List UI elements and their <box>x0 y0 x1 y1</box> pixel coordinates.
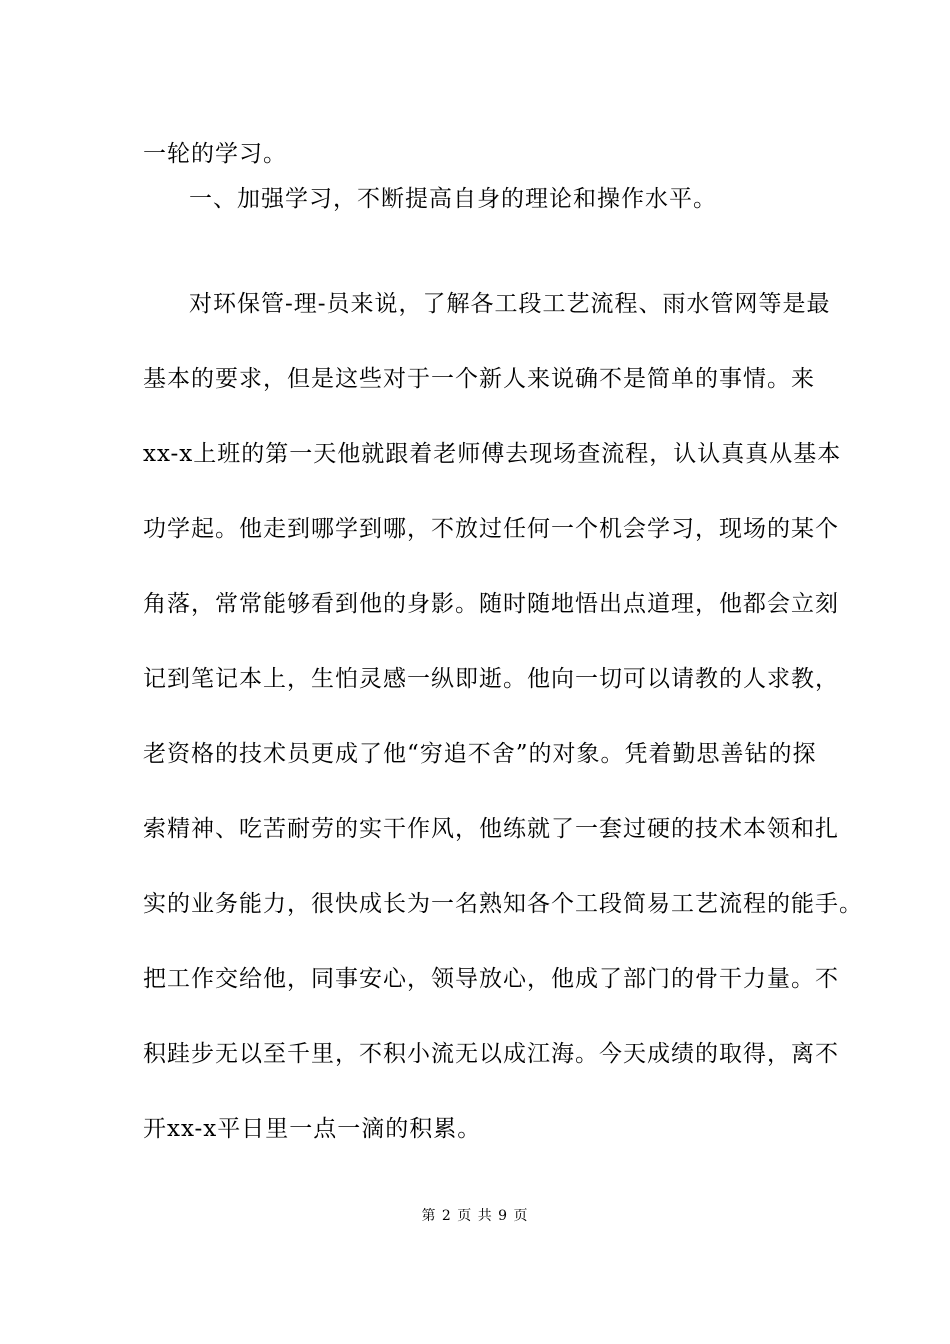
text-line-9: 老资格的技术员更成了他“穷追不舍”的对象。凭着勤思善钻的探 <box>143 741 817 767</box>
section-heading: 一、加强学习，不断提高自身的理论和操作水平。 <box>189 186 717 212</box>
text-line-4: 基本的要求，但是这些对于一个新人来说确不是简单的事情。来 <box>143 366 815 392</box>
text-line-1: 一轮的学习。 <box>143 141 287 167</box>
text-line-7: 角落，常常能够看到他的身影。随时随地悟出点道理，他都会立刻 <box>143 591 839 617</box>
text-line-11: 实的业务能力，很快成长为一名熟知各个工段简易工艺流程的能手。 <box>143 891 863 917</box>
page-footer: 第 2 页 共 9 页 <box>421 1208 529 1224</box>
text-line-5: xx-x上班的第一天他就跟着老师傅去现场查流程，认认真真从基本 <box>143 441 842 467</box>
text-line-10: 索精神、吃苦耐劳的实干作风，他练就了一套过硬的技术本领和扎 <box>143 816 839 842</box>
text-line-12: 把工作交给他，同事安心，领导放心，他成了部门的骨干力量。不 <box>143 966 839 992</box>
text-line-6: 功学起。他走到哪学到哪，不放过任何一个机会学习，现场的某个 <box>143 516 839 542</box>
text-line-8: 记到笔记本上，生怕灵感一纵即逝。他向一切可以请教的人求教， <box>143 666 839 692</box>
text-line-14: 开xx-x平日里一点一滴的积累。 <box>143 1116 482 1142</box>
text-line-3: 对环保管-理-员来说，了解各工段工艺流程、雨水管网等是最 <box>189 291 831 317</box>
text-line-13: 积跬步无以至千里，不积小流无以成江海。今天成绩的取得，离不 <box>143 1041 839 1067</box>
